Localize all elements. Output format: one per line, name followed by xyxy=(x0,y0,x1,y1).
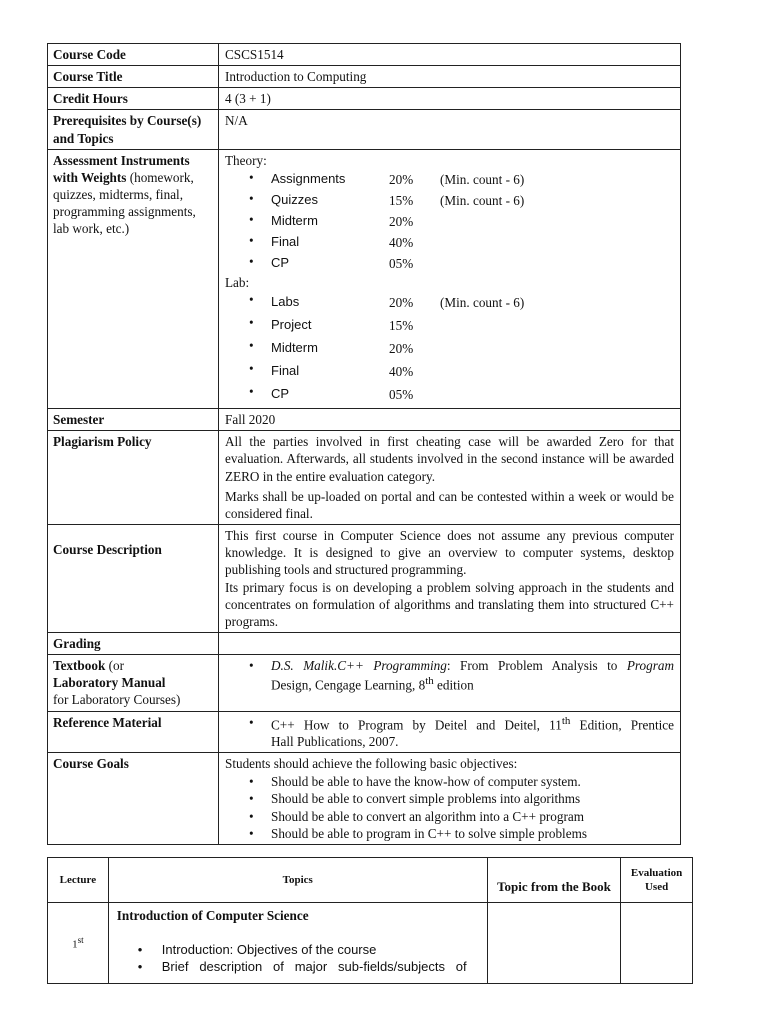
lecture-number-value: 1 xyxy=(72,938,78,951)
item-weight: 05% xyxy=(389,387,414,403)
credit-hours-value: 4 (3 + 1) xyxy=(219,88,681,110)
reference-line-1-rest: Edition, Prentice xyxy=(579,716,675,732)
plagiarism-paragraph-2: Marks shall be up-loaded on portal and can be contested within a week or would be considered final. xyxy=(225,488,674,521)
reference-line-1 xyxy=(271,714,674,734)
textbook-label xyxy=(48,655,219,711)
assessment-label-bold: Assessment Instruments with Weights xyxy=(53,152,190,185)
reference-label: Reference Material xyxy=(48,711,219,753)
lecture-topics xyxy=(108,903,487,984)
item-weight: 15% xyxy=(389,318,414,334)
goals-intro: Students should achieve the following basic objectives: xyxy=(225,756,518,772)
item-name: • Midterm xyxy=(271,340,318,356)
list-item xyxy=(225,657,674,694)
item-name: • Final xyxy=(271,233,300,249)
list-item: • Should be able to have the know-how of computer system. xyxy=(225,773,674,790)
list-item: • Should be able to convert simple problems into algorithms xyxy=(225,790,674,807)
item-name: • Midterm xyxy=(271,212,318,228)
grading-value xyxy=(219,632,681,654)
textbook-edition: edition xyxy=(437,677,474,693)
item-note: (Min. count - 6) xyxy=(440,192,525,208)
course-goals-row xyxy=(48,753,681,845)
topics-header: Topics xyxy=(108,858,487,903)
list-item: • Brief description of major sub-fields/subjects of xyxy=(110,959,486,976)
lecture-number xyxy=(48,903,109,984)
lab-list xyxy=(225,291,674,406)
list-item xyxy=(225,314,674,337)
lab-manual-label: Laboratory Manual xyxy=(53,675,166,691)
credit-hours-row xyxy=(48,88,681,110)
grading-row xyxy=(48,632,681,654)
book-topic-cell xyxy=(487,903,620,984)
list-item: • Introduction: Objectives of the course xyxy=(110,942,486,959)
evaluation-cell xyxy=(621,903,693,984)
list-item xyxy=(225,383,674,406)
assessment-row xyxy=(48,149,681,408)
credit-hours-label: Credit Hours xyxy=(48,88,219,110)
list-item xyxy=(225,211,674,232)
list-item: • Should be able to program in C++ to solve simple problems xyxy=(225,825,674,842)
description-paragraph-2: Its primary focus is on developing a problem solving approach in the students and concentrates on formulation of algorithms and translating them into structured C++ programs. xyxy=(225,579,674,629)
theory-list xyxy=(225,169,674,274)
item-weight: 40% xyxy=(389,234,414,250)
course-goals-label: Course Goals xyxy=(48,753,219,845)
textbook-title: C++ Programming xyxy=(337,658,447,674)
list-item xyxy=(225,253,674,274)
plagiarism-value xyxy=(219,431,681,525)
lecture-number-sup: st xyxy=(77,934,84,945)
list-item xyxy=(225,337,674,360)
textbook-row xyxy=(48,655,681,711)
reference-row xyxy=(48,711,681,753)
goals-list xyxy=(225,773,674,843)
prerequisites-row xyxy=(48,110,681,149)
prerequisites-label: Prerequisites by Course(s) and Topics xyxy=(48,110,219,149)
table-row xyxy=(48,903,693,984)
item-name: • Assignments xyxy=(271,170,346,186)
evaluation-header: Evaluation Used xyxy=(621,858,693,903)
reference-value xyxy=(219,711,681,753)
list-item: • Should be able to convert an algorithm into a C++ program xyxy=(225,808,674,825)
description-label: Course Description xyxy=(48,525,219,633)
item-name: • CP xyxy=(271,254,290,270)
topic-title: Introduction of Computer Science xyxy=(116,908,309,923)
assessment-label xyxy=(48,149,219,408)
plagiarism-label: Plagiarism Policy xyxy=(48,431,219,525)
description-value xyxy=(219,525,681,633)
textbook-publisher: Design, Cengage Learning, 8 xyxy=(271,677,426,693)
textbook-label-rest: for Laboratory Courses) xyxy=(53,692,181,708)
description-row xyxy=(48,525,681,633)
course-code-label: Course Code xyxy=(48,44,219,66)
item-name: • CP xyxy=(271,386,290,402)
topic-list xyxy=(110,942,486,976)
item-weight: 15% xyxy=(389,192,414,208)
item-weight: 20% xyxy=(389,295,414,311)
lab-heading: Lab: xyxy=(225,274,250,290)
textbook-author: D.S. Malik. xyxy=(271,658,338,674)
grading-label: Grading xyxy=(48,632,219,654)
item-name: • Final xyxy=(271,363,300,379)
item-weight: 20% xyxy=(389,171,414,187)
item-name: • Project xyxy=(271,317,312,333)
description-paragraph-1: This first course in Computer Science does not assume any previous computer knowledge. It is designed to give an overview to computer systems, desktop publishing tools and structured programming. xyxy=(225,528,674,578)
book-topic-header: Topic from the Book xyxy=(487,858,620,903)
semester-value: Fall 2020 xyxy=(219,409,681,431)
lecture-header: Lecture xyxy=(48,858,109,903)
course-code-row xyxy=(48,44,681,66)
item-name: • Labs xyxy=(271,294,300,310)
assessment-value xyxy=(219,149,681,408)
course-goals-value xyxy=(219,753,681,845)
lecture-table-header xyxy=(48,858,693,903)
plagiarism-paragraph-1: All the parties involved in first cheating case will be awarded Zero for that evaluation. Afterwards, all students involved in the second instance will be awarded ZERO in the entire evaluation category. xyxy=(225,434,674,484)
theory-heading: Theory: xyxy=(225,152,267,168)
course-info-table xyxy=(47,43,681,845)
item-note: (Min. count - 6) xyxy=(440,171,525,187)
semester-row xyxy=(48,409,681,431)
item-weight: 20% xyxy=(389,341,414,357)
item-name: • Quizzes xyxy=(271,191,318,207)
list-item xyxy=(225,714,674,751)
textbook-subtitle: : From Problem Analysis to xyxy=(446,658,618,674)
textbook-label-bold: Textbook xyxy=(53,658,106,674)
semester-label: Semester xyxy=(48,409,219,431)
course-title-value: Introduction to Computing xyxy=(219,66,681,88)
textbook-program: Program xyxy=(626,658,674,674)
lecture-table xyxy=(47,857,693,984)
list-item xyxy=(225,360,674,383)
list-item xyxy=(225,169,674,190)
course-title-row xyxy=(48,66,681,88)
plagiarism-row xyxy=(48,431,681,525)
reference-text: C++ How to Program by Deitel and Deitel, 11 xyxy=(271,716,562,732)
assessment-label-rest: (homework, quizzes, midterms, final, programming assignments, lab work, etc.) xyxy=(53,169,196,237)
course-title-label: Course Title xyxy=(48,66,219,88)
textbook-edition-sup: th xyxy=(425,675,434,688)
textbook-list xyxy=(225,657,674,694)
item-weight: 20% xyxy=(389,213,414,229)
item-weight: 05% xyxy=(389,255,414,271)
list-item xyxy=(225,232,674,253)
prerequisites-value: N/A xyxy=(219,110,681,149)
reference-line-2: Hall Publications, 2007. xyxy=(271,734,399,750)
list-item xyxy=(225,291,674,314)
item-note: (Min. count - 6) xyxy=(440,295,525,311)
textbook-label-or: (or xyxy=(108,658,124,674)
reference-edition-sup: th xyxy=(561,714,571,727)
item-weight: 40% xyxy=(389,364,414,380)
course-code-value: CSCS1514 xyxy=(219,44,681,66)
reference-list xyxy=(225,714,674,751)
list-item xyxy=(225,190,674,211)
textbook-value xyxy=(219,655,681,711)
